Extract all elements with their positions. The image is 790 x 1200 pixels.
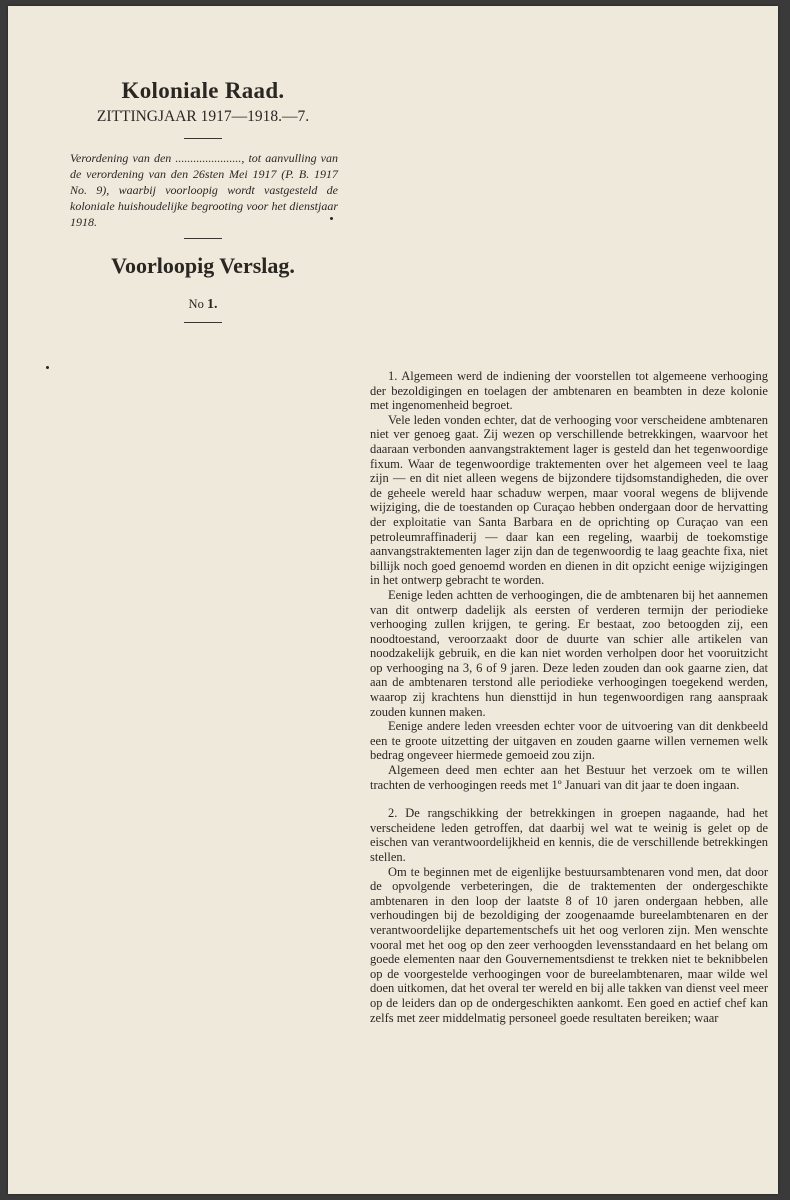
divider (184, 238, 222, 239)
report-title: Voorloopig Verslag. (111, 253, 295, 278)
speck (46, 366, 49, 369)
section-1-paragraph: Algemeen deed men echter aan het Bestuur het verzoek om te willen trachten de verhoogingen reeds met 1º Januari van dit jaar te doen ingaan. (370, 763, 768, 792)
report-body (370, 369, 768, 1025)
divider (184, 322, 222, 323)
section-1-paragraph: Eenige leden achtten de verhoogingen, die de ambtenaren bij het aannemen van dit ontwerp dadelijk als eersten of verderen termijn der periodieke verhooging zullen krijgen, te gering. Er bestaat, zoo betoogden zij, een noodtoestand, veroorzaakt door de duurte van schier alle artikelen van noodzakelijk gebruik, en die kan niet worden verholpen door het vooruitzicht op verhooging na 3, 6 of 9 jaren. Deze leden zouden dan ook gaarne zien, dat aan de ambtenaren terstond alle periodieke verhoogingen toegekend werden, waarop zij krachtens hun diensttijd in hun tegenwoordigen rang aanspraak zouden kunnen maken. (370, 587, 768, 719)
section-2-paragraph: Om te beginnen met de eigenlijke bestuursambtenaren vond men, dat door de opvolgende verbeteringen, die de traktementen der ondergeschikte ambtenaren in den loop der laatste 8 of 10 jaren ondergaan hebben, alle verhoudingen bij de bezoldiging der zoogenaamde bureelambtenaren en der verantwoordelijke departementschefs uit het oog verloren zijn. Men wenschte vooral met het oog op den zeer verhoogden levensstandaard en het belang om goede elementen naar den Gouvernementsdienst te trekken niet te beknibbelen op de voorgestelde verhoogingen voor de bureelambtenaren, maar wilde wel doen uitkomen, dat het overal ter wereld en bij alle takken van dienst veel meer op de leiders dan op de ondergeschikten aankomt. Een goed en actief chef kan zelfs met zeer middelmatig personeel goede resultaten bereiken; waar (370, 864, 768, 1025)
divider (184, 138, 222, 139)
document-page (8, 6, 778, 1194)
regulation-description: Verordening van den ......................, tot aanvulling van de verordening van den 26sten Mei 1917 (P. B. 1917 No. 9), waarbij voorloopig wordt vastgesteld de koloniale huishoudelijke begrooting voor het dienstjaar 1918. (70, 151, 338, 229)
number-value: 1. (206, 297, 218, 312)
council-title: Koloniale Raad. (121, 78, 285, 103)
session-year: ZITTINGJAAR 1917—1918.—7. (96, 108, 310, 125)
report-number (68, 297, 338, 313)
number-prefix: No (188, 297, 204, 311)
section-1-paragraph: 1. Algemeen werd de indiening der voorstellen tot algemeene verhooging der bezoldigingen en toelagen der ambtenaren en beambten in deze kolonie met ingenomenheid begroet. (370, 369, 768, 413)
section-2-paragraph: 2. De rangschikking der betrekkingen in groepen nagaande, had het verscheidene leden getroffen, dat daarbij wel wat te weinig is gelet op de eischen van verantwoordelijkheid en kennis, die de verschillende betrekkingen stellen. (370, 806, 768, 864)
speck (330, 217, 333, 220)
section-1-paragraph: Eenige andere leden vreesden echter voor de uitvoering van dit denkbeeld een te groote uitzetting der uitgaven en zouden gaarne willen vernemen welk bedrag ongeveer hiermede gemoeid zou zijn. (370, 719, 768, 763)
section-1-paragraph: Vele leden vonden echter, dat de verhooging voor verscheidene ambtenaren niet ver genoeg gaat. Zij wezen op verschillende betrekkingen, waarvoor het daaraan verbonden aanvangstraktement lager is gesteld dan het tegenwoordige fixum. Waar de tegenwoordige traktementen over het algemeen veel te laag zijn — en dit niet alleen wegens de bijzondere tijdsomstandigheden, die over de geheele wereld haar schaduw werpen, maar vooral wegens de blijvende wijziging, die de toestanden op Curaçao hebben ondergaan door de hervatting der exploitatie van Santa Barbara en de oprichting op Curaçao van een petroleumraffinaderij — daar kan een regeling, waarbij de toekomstige aanvangstraktementen lager zijn dan de tegenwoordig te laag geachte fixa, niet billijk noch goed genoemd worden en dienen in dit opzicht eenige wijzigingen in het ontwerp gebracht te worden. (370, 412, 768, 588)
section-gap (370, 792, 768, 806)
title-block (68, 78, 338, 323)
